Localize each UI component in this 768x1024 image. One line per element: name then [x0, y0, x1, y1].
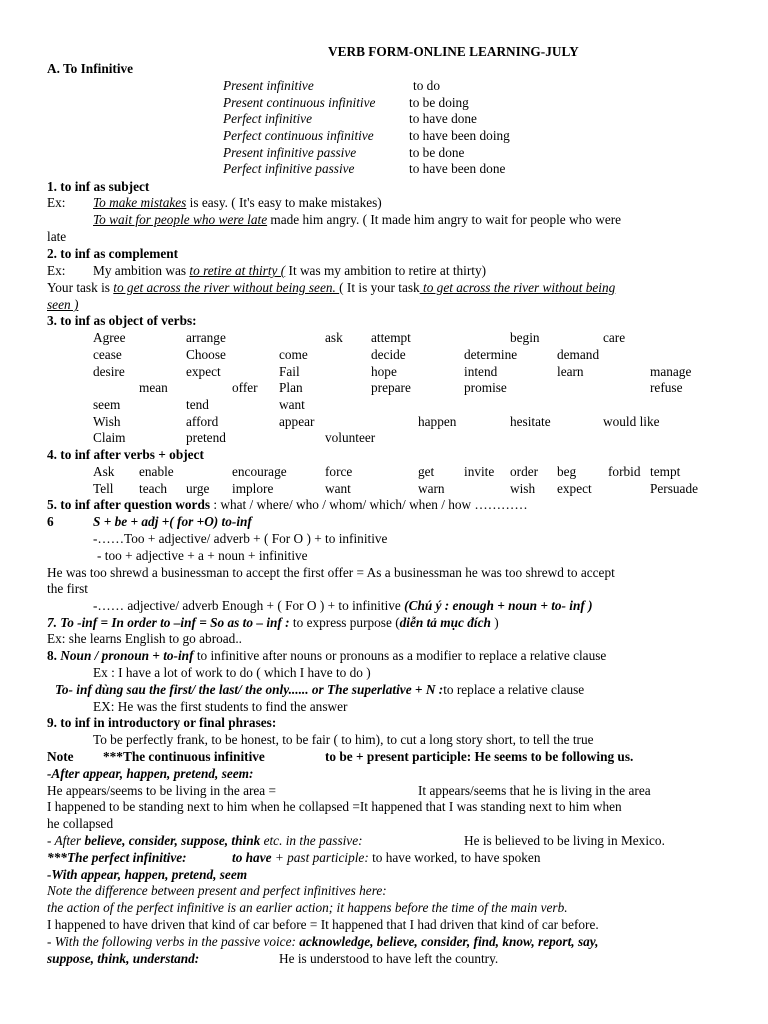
- verb-item: refuse: [650, 380, 683, 395]
- section-2-heading: 2. to inf as complement: [47, 246, 179, 261]
- section-7-line: [47, 615, 499, 631]
- note-subheading: -With: [47, 867, 81, 882]
- underlined-phrase: to retire at thirty (: [189, 263, 286, 278]
- verb-item: Persuade: [650, 481, 698, 496]
- page-title: VERB FORM-ONLINE LEARNING-JULY: [328, 44, 579, 59]
- verb-item: cease: [93, 347, 122, 362]
- example-line: [93, 212, 621, 228]
- example-text: late: [47, 229, 67, 244]
- note-heading: ***The continuous infinitive: [103, 749, 265, 764]
- form-value: to do: [413, 78, 440, 93]
- example-text: It appears/seems that he is living in the area: [418, 783, 651, 798]
- note-verbs: to have: [232, 850, 272, 865]
- example-text: made him angry. ( It made him angry to wait for people who were: [267, 212, 622, 227]
- example-text: I happened to have driven that kind of car before = It happened that I had driven that kind of car before.: [47, 917, 599, 932]
- verb-item: forbid: [608, 464, 641, 479]
- form-value: to have been done: [409, 161, 506, 176]
- note-text: - With the following verbs in the passive voice:: [47, 934, 300, 949]
- form-name: Perfect infinitive: [223, 111, 312, 126]
- rule-line: [55, 682, 584, 698]
- note-verbs: believe, consider, suppose, think: [84, 833, 261, 848]
- section-5-heading: 5. to inf after question words: [47, 497, 211, 512]
- verb-item: Ask: [93, 464, 115, 479]
- section-7-note: diễn tả mục đích: [399, 615, 491, 630]
- example-line: [93, 195, 382, 211]
- example-text: It was my ambition to retire at thirty): [285, 263, 487, 278]
- example-text: He was too shrewd a businessman to accept the first offer = As a businessman he was too shrewd to accept: [47, 565, 615, 580]
- verb-item: Tell: [93, 481, 114, 496]
- underlined-phrase: To wait for people who were late: [93, 212, 268, 227]
- form-name: Present continuous infinitive: [223, 95, 376, 110]
- section-6-heading: S + be + adj +( for +O) to-inf: [93, 514, 252, 529]
- example-text: He is understood to have left the country.: [279, 951, 499, 966]
- form-value: to be doing: [409, 95, 469, 110]
- example-text: the first: [47, 581, 88, 596]
- section-7-end: ): [490, 615, 499, 630]
- verb-item: prepare: [371, 380, 411, 395]
- note-verbs: suppose, think, understand:: [47, 951, 200, 966]
- verb-item: pretend: [186, 430, 226, 445]
- underlined-phrase: to get across the river without being: [419, 280, 616, 295]
- verb-item: Choose: [186, 347, 226, 362]
- verb-item: force: [325, 464, 353, 479]
- verb-item: care: [603, 330, 626, 345]
- example-text: ( It is your task: [339, 280, 420, 295]
- verb-item: implore: [232, 481, 274, 496]
- verb-item: happen: [418, 414, 457, 429]
- note-text: + past participle:: [271, 850, 369, 865]
- example-text: My ambition was: [93, 263, 190, 278]
- example-text: I happened to be standing next to him when he collapsed =It happened that I was standing next to him when: [47, 799, 622, 814]
- section-5-line: [47, 497, 528, 513]
- verb-item: promise: [464, 380, 507, 395]
- verb-item: want: [279, 397, 305, 412]
- verb-item: volunteer: [325, 430, 376, 445]
- section-6-number: 6: [47, 514, 54, 529]
- verb-item: seem: [93, 397, 121, 412]
- rule-line: [93, 598, 593, 614]
- verb-item: hope: [371, 364, 397, 379]
- example-text: To be perfectly frank, to be honest, to be fair ( to him), to cut a long story short, to tell the true: [93, 732, 594, 747]
- example-text: EX: He was the first students to find the answer: [93, 699, 348, 714]
- verb-item: teach: [139, 481, 168, 496]
- section-8-number: 8.: [47, 648, 61, 663]
- rule-text: -…… adjective/ adverb Enough + ( For O ) + to infinitive: [93, 598, 405, 613]
- example-line: [47, 280, 615, 296]
- verb-item: begin: [510, 330, 540, 345]
- section-8-text: to infinitive after nouns or pronouns as a modifier to replace a relative clause: [193, 648, 607, 663]
- note-subheading: -After appear, happen, pretend, seem:: [47, 766, 254, 781]
- note-heading: ***The perfect infinitive:: [47, 850, 187, 865]
- verb-item: Fail: [279, 364, 300, 379]
- section-8-heading: Noun / pronoun + to-inf: [60, 648, 194, 663]
- example-text: He appears/seems to be living in the area =: [47, 783, 277, 798]
- example-text: is easy. ( It's easy to make mistakes): [186, 195, 382, 210]
- form-name: Present infinitive: [223, 78, 314, 93]
- section-4-heading: 4. to inf after verbs + object: [47, 447, 204, 462]
- section-5-text: : what / where/ who / whom/ which/ when / how …………: [210, 497, 528, 512]
- verb-item: want: [325, 481, 351, 496]
- section-1-heading: 1. to inf as subject: [47, 179, 150, 194]
- example-label: Ex:: [47, 263, 66, 278]
- section-9-heading: 9. to inf in introductory or final phrases:: [47, 715, 277, 730]
- example-text: Your task is: [47, 280, 114, 295]
- verb-item: hesitate: [510, 414, 551, 429]
- underlined-phrase: to get across the river without being seen.: [113, 280, 340, 295]
- note-text: Note the difference between present and perfect infinitives here:: [47, 883, 387, 898]
- section-8-line: [47, 648, 606, 664]
- verb-item: Claim: [93, 430, 126, 445]
- verb-item: tempt: [650, 464, 681, 479]
- verb-item: would like: [603, 414, 660, 429]
- form-value: to be done: [409, 145, 465, 160]
- verb-item: get: [418, 464, 435, 479]
- verb-item: invite: [464, 464, 495, 479]
- verb-item: appear: [279, 414, 315, 429]
- verb-item: warn: [418, 481, 445, 496]
- form-name: Perfect continuous infinitive: [223, 128, 374, 143]
- note-verbs: appear, happen, pretend, seem: [80, 867, 248, 882]
- note-line: [232, 850, 540, 866]
- section-3-heading: 3. to inf as object of verbs:: [47, 313, 197, 328]
- verb-item: Agree: [93, 330, 126, 345]
- verb-item: order: [510, 464, 539, 479]
- verb-item: come: [279, 347, 308, 362]
- verb-item: manage: [650, 364, 692, 379]
- section-7-heading: 7. To -inf = In order to –inf = So as to – inf :: [47, 615, 290, 630]
- note-text: - After: [47, 833, 85, 848]
- verb-item: wish: [510, 481, 536, 496]
- note-text: to be + present participle: He seems to be following us.: [325, 749, 634, 764]
- form-value: to have been doing: [409, 128, 510, 143]
- verb-item: attempt: [371, 330, 411, 345]
- verb-item: Plan: [279, 380, 303, 395]
- example-text: Ex: she learns English to go abroad..: [47, 631, 242, 646]
- verb-item: expect: [557, 481, 592, 496]
- verb-item: Wish: [93, 414, 121, 429]
- note-line: [47, 850, 187, 866]
- verb-item: enable: [139, 464, 174, 479]
- note-line: [47, 934, 599, 950]
- verb-item: demand: [557, 347, 600, 362]
- verb-item: arrange: [186, 330, 226, 345]
- form-value: to have done: [409, 111, 477, 126]
- note-text: etc. in the passive:: [260, 833, 363, 848]
- note-text: the action of the perfect infinitive is an earlier action; it happens before the time of the main verb.: [47, 900, 568, 915]
- verb-item: decide: [371, 347, 406, 362]
- verb-item: expect: [186, 364, 221, 379]
- example-text: he collapsed: [47, 816, 114, 831]
- verb-item: tend: [186, 397, 209, 412]
- verb-item: learn: [557, 364, 584, 379]
- verb-item: urge: [186, 481, 210, 496]
- form-name: Perfect infinitive passive: [223, 161, 355, 176]
- verb-item: encourage: [232, 464, 287, 479]
- rule-line: -……Too + adjective/ adverb + ( For O ) + to infinitive: [93, 531, 388, 546]
- underlined-phrase: seen ): [47, 297, 79, 312]
- verb-item: determine: [464, 347, 518, 362]
- note-verbs: acknowledge, believe, consider, find, know, report, say,: [299, 934, 599, 949]
- example-line: [93, 263, 486, 279]
- rule-note: (Chú ý : enough + noun + to- inf ): [404, 598, 593, 613]
- underlined-phrase: To make mistakes: [93, 195, 187, 210]
- verb-item: desire: [93, 364, 125, 379]
- example-text: to have worked, to have spoken: [368, 850, 541, 865]
- verb-item: mean: [139, 380, 168, 395]
- rule-line: - too + adjective + a + noun + infinitive: [97, 548, 308, 563]
- verb-item: beg: [557, 464, 577, 479]
- note-label: Note: [47, 749, 74, 764]
- verb-item: intend: [464, 364, 498, 379]
- example-label: Ex:: [47, 195, 66, 210]
- example-text: He is believed to be living in Mexico.: [464, 833, 665, 848]
- rule-heading: To- inf dùng sau the first/ the last/ the only...... or The superlative + N :: [55, 682, 444, 697]
- verb-item: afford: [186, 414, 219, 429]
- rule-text: to replace a relative clause: [443, 682, 585, 697]
- form-name: Present infinitive passive: [223, 145, 357, 160]
- note-line: [47, 833, 363, 849]
- section-a-heading: A. To Infinitive: [47, 61, 134, 76]
- verb-item: ask: [325, 330, 343, 345]
- section-7-text: to express purpose (: [289, 615, 400, 630]
- verb-item: offer: [232, 380, 258, 395]
- example-text: Ex : I have a lot of work to do ( which I have to do ): [93, 665, 371, 680]
- note-line: [47, 867, 247, 883]
